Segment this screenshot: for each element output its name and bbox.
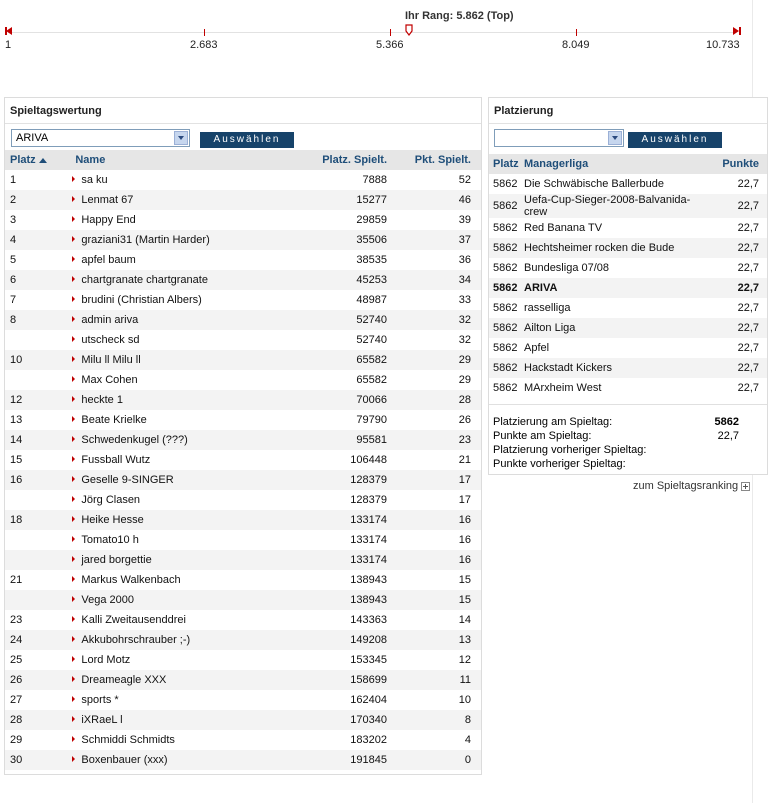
row-rank: 5862 xyxy=(489,318,521,338)
expand-plus-icon[interactable] xyxy=(741,482,750,491)
matchday-ranking-table xyxy=(5,150,481,770)
row-rank: 5 xyxy=(10,254,17,266)
row-place: 153345 xyxy=(350,654,387,666)
row-place: 52740 xyxy=(356,334,387,346)
table-row xyxy=(489,174,767,194)
row-place: 29859 xyxy=(356,214,387,226)
table-row xyxy=(5,170,481,190)
row-points: 22,7 xyxy=(711,238,767,258)
row-place: 133174 xyxy=(295,510,387,530)
row-points: 37 xyxy=(387,230,481,250)
chevron-down-icon[interactable] xyxy=(608,131,622,145)
row-place: 143363 xyxy=(350,614,387,626)
column-header-points[interactable]: Pkt. Spielt. xyxy=(387,150,481,170)
table-row xyxy=(489,278,767,298)
manager-name-link[interactable]: Akkubohrschrauber ;-) xyxy=(70,630,295,650)
table-row xyxy=(489,194,767,218)
row-place: 128379 xyxy=(350,494,387,506)
manager-name-link[interactable]: Happy End xyxy=(70,210,295,230)
row-place: 158699 xyxy=(295,670,387,690)
table-row xyxy=(489,298,767,318)
table-row xyxy=(5,450,481,470)
row-place: 191845 xyxy=(295,750,387,770)
row-place: 65582 xyxy=(356,374,387,386)
table-row xyxy=(5,530,481,550)
rank-slider xyxy=(0,0,768,60)
row-rank: 15 xyxy=(10,454,23,466)
manager-name-link[interactable]: utscheck sd xyxy=(70,330,295,350)
row-points: 15 xyxy=(387,590,481,610)
row-rank xyxy=(5,490,70,510)
row-points: 21 xyxy=(458,454,471,466)
row-rank: 23 xyxy=(10,614,23,626)
table-row xyxy=(5,710,481,730)
table-row xyxy=(5,290,481,310)
rank-tick xyxy=(204,29,205,36)
row-rank: 2 xyxy=(5,190,70,210)
row-rank: 14 xyxy=(5,430,70,450)
manager-name-link[interactable]: Milu ll Milu ll xyxy=(70,350,295,370)
column-header-platz[interactable]: Platz xyxy=(5,150,70,170)
row-place: 70066 xyxy=(295,390,387,410)
manager-name-link[interactable]: Jörg Clasen xyxy=(70,490,295,510)
table-row xyxy=(5,670,481,690)
last-rank-bar-icon xyxy=(739,27,741,35)
row-rank: 13 xyxy=(10,414,23,426)
sort-ascending-icon xyxy=(39,158,47,163)
row-place: 79790 xyxy=(356,414,387,426)
row-rank: 6 xyxy=(5,270,70,290)
column-header-punkte[interactable]: Punkte xyxy=(711,154,767,174)
choose-matchday-button[interactable]: Auswählen xyxy=(628,132,722,148)
summary-row: Punkte am Spieltag: 22,7 xyxy=(493,430,739,442)
manager-name-link[interactable]: Lenmat 67 xyxy=(70,190,295,210)
league-select-row xyxy=(5,124,481,150)
column-header-managerliga[interactable]: Managerliga xyxy=(521,154,711,174)
column-header-place[interactable]: Platz. Spielt. xyxy=(295,150,387,170)
row-rank: 5862 xyxy=(493,222,518,234)
table-header-row xyxy=(5,150,481,170)
row-points: 22,7 xyxy=(711,358,767,378)
manager-name-link[interactable]: sports * xyxy=(70,690,295,710)
row-place: 162404 xyxy=(350,694,387,706)
table-header-row xyxy=(489,154,767,174)
placement-summary xyxy=(489,404,767,475)
table-row xyxy=(5,470,481,490)
row-place: 128379 xyxy=(295,470,387,490)
rank-tick-label: 5.366 xyxy=(376,39,404,51)
table-row xyxy=(5,210,481,230)
row-points: 46 xyxy=(387,190,481,210)
row-points: 15 xyxy=(458,574,471,586)
table-row xyxy=(5,610,481,630)
manager-name-link[interactable]: Tomato10 h xyxy=(70,530,295,550)
table-row xyxy=(5,650,481,670)
panel-title: Spieltagswertung xyxy=(5,98,481,124)
manager-name-link[interactable]: jared borgettie xyxy=(70,550,295,570)
row-rank xyxy=(5,530,70,550)
manager-name-link[interactable]: chartgranate chartgranate xyxy=(70,270,295,290)
rank-tick-label: 10.733 xyxy=(706,39,740,51)
row-points: 36 xyxy=(458,254,471,266)
manager-name-link[interactable]: Geselle 9-SINGER xyxy=(70,470,295,490)
table-row xyxy=(5,190,481,210)
manager-name-link[interactable]: Boxenbauer (xxx) xyxy=(70,750,295,770)
row-rank: 24 xyxy=(5,630,70,650)
row-place: 45253 xyxy=(295,270,387,290)
row-rank: 21 xyxy=(10,574,23,586)
row-points: 22,7 xyxy=(737,262,759,274)
row-rank: 5862 xyxy=(489,194,521,218)
column-header-name[interactable]: Name xyxy=(70,150,295,170)
table-row xyxy=(5,590,481,610)
row-place: 133174 xyxy=(295,550,387,570)
row-rank: 5862 xyxy=(489,238,521,258)
table-row xyxy=(5,510,481,530)
table-row xyxy=(5,750,481,770)
rank-tick-label: 2.683 xyxy=(190,39,218,51)
table-row xyxy=(5,410,481,430)
row-rank: 5862 xyxy=(493,178,518,190)
placement-panel xyxy=(488,97,768,475)
row-rank: 5862 xyxy=(493,342,518,354)
rank-tick xyxy=(576,29,577,36)
manager-name-link[interactable]: brudini (Christian Albers) xyxy=(70,290,295,310)
table-row xyxy=(5,730,481,750)
row-points: 28 xyxy=(387,390,481,410)
summary-row: Punkte vorheriger Spieltag: xyxy=(493,458,626,470)
row-points: 22,7 xyxy=(737,222,759,234)
row-points: 22,7 xyxy=(737,178,759,190)
table-row xyxy=(489,358,767,378)
row-points: 16 xyxy=(458,534,471,546)
panel-title: Platzierung xyxy=(489,98,767,124)
league-name-link[interactable]: Red Banana TV xyxy=(524,222,603,234)
table-row xyxy=(489,338,767,358)
row-rank: 25 xyxy=(10,654,23,666)
row-place: 48987 xyxy=(356,294,387,306)
table-row xyxy=(5,390,481,410)
manager-name-link[interactable]: Dreameagle XXX xyxy=(70,670,295,690)
summary-row: Platzierung vorheriger Spieltag: xyxy=(493,444,647,456)
row-points: 22,7 xyxy=(737,302,759,314)
table-row xyxy=(5,310,481,330)
row-rank: 27 xyxy=(10,694,23,706)
rank-tick-label: 8.049 xyxy=(562,39,590,51)
row-rank: 8 xyxy=(5,310,70,330)
rank-label: Ihr Rang: 5.862 (Top) xyxy=(405,10,514,22)
row-place: 35506 xyxy=(295,230,387,250)
league-select[interactable] xyxy=(11,129,190,147)
row-points: 39 xyxy=(458,214,471,226)
table-row xyxy=(5,330,481,350)
rank-pointer-icon xyxy=(405,24,413,36)
row-rank: 16 xyxy=(5,470,70,490)
row-points: 8 xyxy=(387,710,481,730)
manager-name-link[interactable]: Fussball Wutz xyxy=(70,450,295,470)
manager-name-link[interactable]: apfel baum xyxy=(70,250,295,270)
row-place: 7888 xyxy=(362,174,387,186)
choose-league-button[interactable]: Auswählen xyxy=(200,132,294,148)
row-rank: 5862 xyxy=(493,302,518,314)
row-place: 15277 xyxy=(295,190,387,210)
row-points: 22,7 xyxy=(737,342,759,354)
matchday-select-row xyxy=(489,124,767,150)
league-select-value: ARIVA xyxy=(16,132,49,144)
row-points: 34 xyxy=(387,270,481,290)
row-rank: 4 xyxy=(5,230,70,250)
row-points: 22,7 xyxy=(737,382,759,394)
league-name-link[interactable]: Apfel xyxy=(524,342,550,354)
row-place: 149208 xyxy=(295,630,387,650)
row-rank xyxy=(5,370,70,390)
row-points: 29 xyxy=(387,350,481,370)
row-points: 4 xyxy=(464,734,471,746)
table-row xyxy=(5,570,481,590)
row-points: 32 xyxy=(458,334,471,346)
table-row xyxy=(5,270,481,290)
row-place: 133174 xyxy=(350,534,387,546)
manager-name-link[interactable]: Beate Krielke xyxy=(70,410,295,430)
manager-name-link[interactable]: Heike Hesse xyxy=(70,510,295,530)
rank-track xyxy=(8,32,736,33)
row-rank: 29 xyxy=(10,734,23,746)
row-rank: 10 xyxy=(5,350,70,370)
league-name-link[interactable]: Hackstadt Kickers xyxy=(521,358,711,378)
manager-name-link[interactable]: graziani31 (Martin Harder) xyxy=(70,230,295,250)
column-header-platz[interactable]: Platz xyxy=(489,154,521,174)
row-rank xyxy=(5,330,70,350)
manager-name-link[interactable]: Max Cohen xyxy=(70,370,295,390)
row-points: 16 xyxy=(387,550,481,570)
row-points: 29 xyxy=(458,374,471,386)
manager-name-link[interactable]: Schmiddi Schmidts xyxy=(70,730,295,750)
table-row xyxy=(5,250,481,270)
row-rank: 5862 xyxy=(493,262,518,274)
league-name-link[interactable]: MArxheim West xyxy=(524,382,602,394)
matchday-select[interactable] xyxy=(494,129,624,147)
summary-row: Platzierung am Spieltag: 5862 xyxy=(493,416,739,428)
row-rank: 1 xyxy=(10,174,17,186)
league-name-link[interactable]: rasselliga xyxy=(524,302,571,314)
row-rank: 26 xyxy=(5,670,70,690)
league-name-link[interactable]: Die Schwäbische Ballerbude xyxy=(524,178,665,190)
row-rank: 5862 xyxy=(489,358,521,378)
row-rank: 3 xyxy=(10,214,17,226)
manager-name-link[interactable]: Vega 2000 xyxy=(70,590,295,610)
table-row xyxy=(489,218,767,238)
table-row xyxy=(489,318,767,338)
row-points: 26 xyxy=(458,414,471,426)
row-place: 95581 xyxy=(295,430,387,450)
row-place: 183202 xyxy=(350,734,387,746)
row-points: 52 xyxy=(458,174,471,186)
row-place: 52740 xyxy=(295,310,387,330)
row-rank: 12 xyxy=(5,390,70,410)
matchday-ranking-link[interactable]: zum Spieltagsranking xyxy=(633,480,750,492)
table-row xyxy=(5,350,481,370)
row-points: 22,7 xyxy=(711,278,767,298)
row-points: 11 xyxy=(387,670,481,690)
table-row xyxy=(489,378,767,398)
chevron-down-icon[interactable] xyxy=(174,131,188,145)
matchday-ranking-panel xyxy=(4,97,482,775)
row-place: 170340 xyxy=(295,710,387,730)
row-place: 106448 xyxy=(350,454,387,466)
league-name-link[interactable]: Ailton Liga xyxy=(521,318,711,338)
league-name-link[interactable]: ARIVA xyxy=(521,278,711,298)
table-row xyxy=(5,550,481,570)
row-rank: 18 xyxy=(5,510,70,530)
row-place: 65582 xyxy=(295,350,387,370)
row-place: 38535 xyxy=(356,254,387,266)
row-points: 22,7 xyxy=(711,318,767,338)
table-row xyxy=(489,238,767,258)
row-points: 14 xyxy=(458,614,471,626)
rank-tick-label: 1 xyxy=(5,39,12,51)
row-rank xyxy=(5,550,70,570)
league-placement-table xyxy=(489,154,767,398)
manager-name-link[interactable]: Lord Motz xyxy=(70,650,295,670)
table-row xyxy=(5,430,481,450)
row-points: 22,7 xyxy=(711,194,767,218)
row-points: 10 xyxy=(458,694,471,706)
league-name-link[interactable]: Uefa-Cup-Sieger-2008-Balvanida-crew xyxy=(521,194,711,218)
row-place: 138943 xyxy=(350,574,387,586)
row-points: 33 xyxy=(458,294,471,306)
row-points: 17 xyxy=(387,470,481,490)
table-row xyxy=(5,630,481,650)
row-place: 138943 xyxy=(295,590,387,610)
row-points: 32 xyxy=(387,310,481,330)
league-name-link[interactable]: Hechtsheimer rocken die Bude xyxy=(521,238,711,258)
row-rank: 30 xyxy=(5,750,70,770)
table-row xyxy=(5,690,481,710)
manager-name-link[interactable]: heckte 1 xyxy=(70,390,295,410)
row-points: 12 xyxy=(458,654,471,666)
row-points: 17 xyxy=(458,494,471,506)
manager-name-link[interactable]: Kalli Zweitausenddrei xyxy=(70,610,295,630)
table-row xyxy=(5,370,481,390)
table-row xyxy=(5,230,481,250)
row-points: 0 xyxy=(387,750,481,770)
table-row xyxy=(5,490,481,510)
row-points: 16 xyxy=(387,510,481,530)
row-points: 23 xyxy=(387,430,481,450)
row-rank: 5862 xyxy=(489,278,521,298)
manager-name-link[interactable]: sa ku xyxy=(70,170,295,190)
rank-tick xyxy=(390,29,391,36)
manager-name-link[interactable]: Schwedenkugel (???) xyxy=(70,430,295,450)
row-rank: 7 xyxy=(10,294,17,306)
row-rank: 5862 xyxy=(493,382,518,394)
table-row xyxy=(489,258,767,278)
row-points: 13 xyxy=(387,630,481,650)
manager-name-link[interactable]: iXRaeL l xyxy=(70,710,295,730)
row-rank xyxy=(5,590,70,610)
league-name-link[interactable]: Bundesliga 07/08 xyxy=(524,262,610,274)
first-rank-arrow-icon[interactable] xyxy=(6,27,12,35)
row-rank: 28 xyxy=(5,710,70,730)
manager-name-link[interactable]: Markus Walkenbach xyxy=(70,570,295,590)
manager-name-link[interactable]: admin ariva xyxy=(70,310,295,330)
